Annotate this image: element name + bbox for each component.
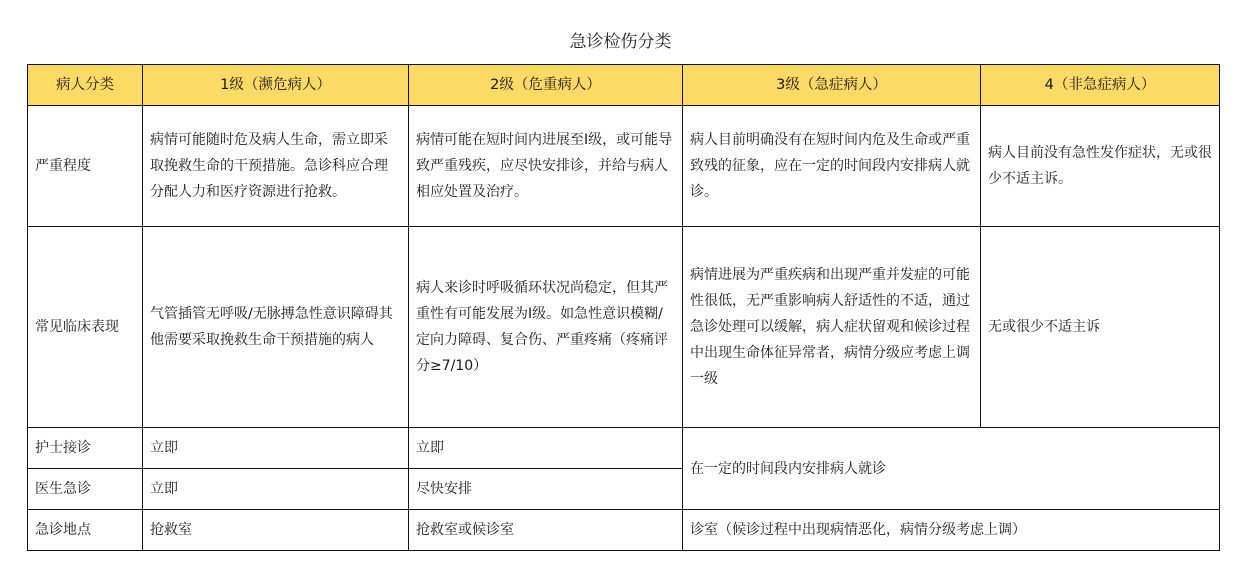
header-row [28, 65, 1220, 106]
nurse-level-2: 立即 [409, 428, 683, 469]
severity-level-2: 病情可能在短时间内进展至Ⅰ级，或可能导致严重残疾，应尽快安排诊，并给与病人相应处置及治疗。 [409, 106, 683, 227]
location-level-3-4: 诊室（候诊过程中出现病情恶化，病情分级考虑上调） [683, 510, 1220, 551]
row-label-clinical: 常见临床表现 [28, 227, 143, 428]
page-title: 急诊检伤分类 [569, 32, 672, 52]
row-label-doctor: 医生急诊 [28, 469, 143, 510]
row-nurse [28, 428, 1220, 469]
clinical-level-1: 气管插管无呼吸/无脉搏急性意识障碍其他需要采取挽救生命干预措施的病人 [143, 227, 409, 428]
header-level-4: 4（非急症病人） [981, 65, 1220, 106]
nurse-level-1: 立即 [143, 428, 409, 469]
clinical-level-4: 无或很少不适主诉 [981, 227, 1220, 428]
location-level-2: 抢救室或候诊室 [409, 510, 683, 551]
timing-level-3-4: 在一定的时间段内安排病人就诊 [683, 428, 1220, 510]
header-level-1: 1级（濒危病人） [143, 65, 409, 106]
header-category: 病人分类 [28, 65, 143, 106]
row-label-severity: 严重程度 [28, 106, 143, 227]
severity-level-1: 病情可能随时危及病人生命，需立即采取挽救生命的干预措施。急诊科应合理分配人力和医疗资源进行抢救。 [143, 106, 409, 227]
row-clinical [28, 227, 1220, 428]
row-label-location: 急诊地点 [28, 510, 143, 551]
header-level-3: 3级（急症病人） [683, 65, 981, 106]
severity-level-4: 病人目前没有急性发作症状，无或很少不适主诉。 [981, 106, 1220, 227]
location-level-1: 抢救室 [143, 510, 409, 551]
header-level-2: 2级（危重病人） [409, 65, 683, 106]
severity-level-3: 病人目前明确没有在短时间内危及生命或严重致残的征象，应在一定的时间段内安排病人就诊。 [683, 106, 981, 227]
clinical-level-3: 病情进展为严重疾病和出现严重并发症的可能性很低，无严重影响病人舒适性的不适，通过急诊处理可以缓解，病人症状留观和候诊过程中出现生命体征异常者，病情分级应考虑上调一级 [683, 227, 981, 428]
doctor-level-1: 立即 [143, 469, 409, 510]
row-label-nurse: 护士接诊 [28, 428, 143, 469]
clinical-level-2: 病人来诊时呼吸循环状况尚稳定，但其严重性有可能发展为Ⅰ级。如急性意识模糊/定向力障碍、复合伤、严重疼痛（疼痛评分≥7/10） [409, 227, 683, 428]
doctor-level-2: 尽快安排 [409, 469, 683, 510]
row-severity [28, 106, 1220, 227]
row-location [28, 510, 1220, 551]
triage-table [27, 64, 1220, 551]
